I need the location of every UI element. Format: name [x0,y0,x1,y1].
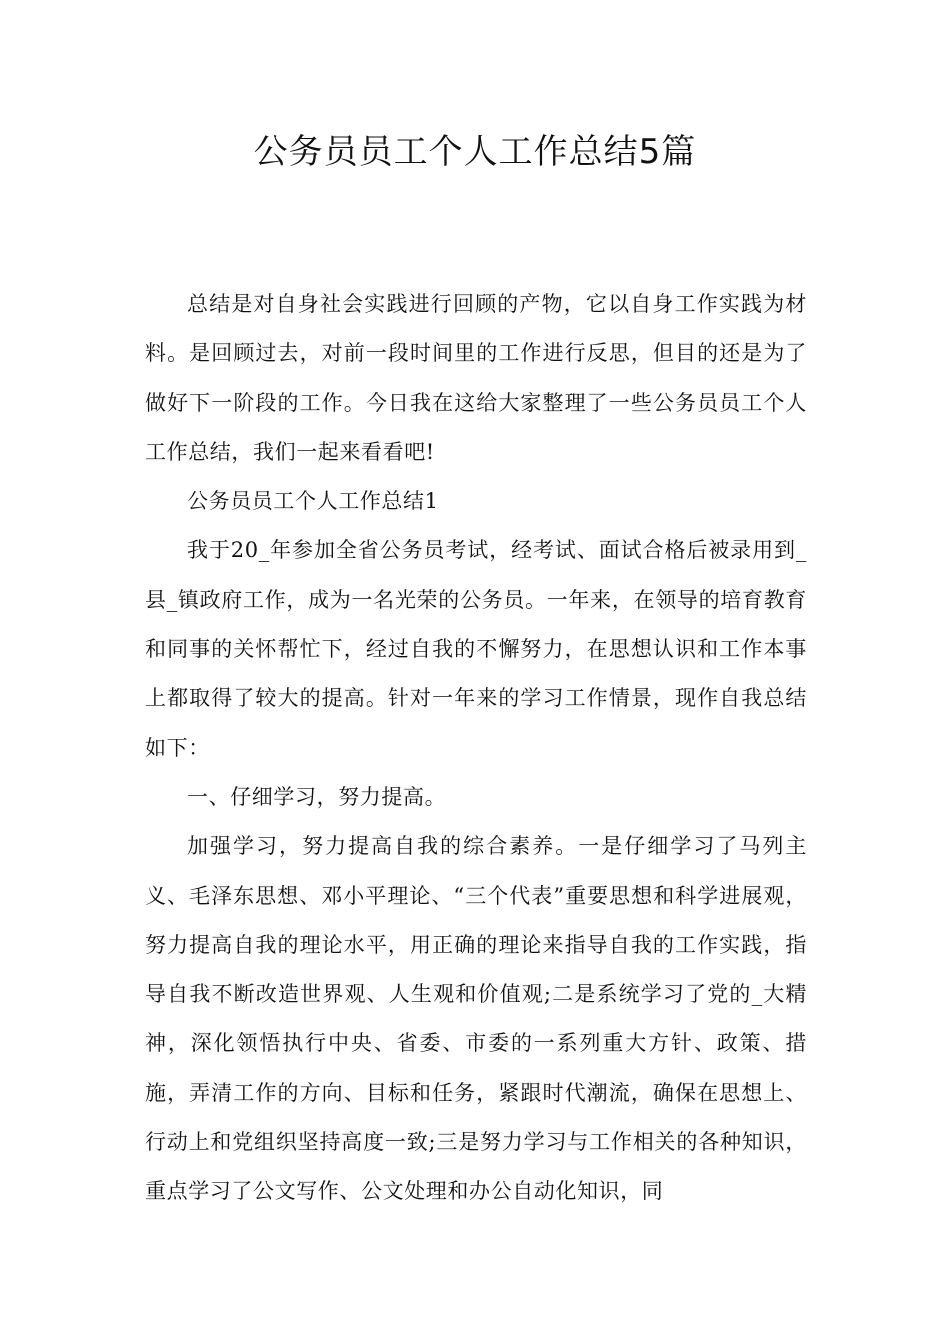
intro-paragraph: 总结是对自身社会实践进行回顾的产物，它以自身工作实践为材料。是回顾过去，对前一段时间里的工作进行反思，但目的还是为了做好下一阶段的工作。今日我在这给大家整理了一些公务员员工个人工作总结，我们一起来看看吧! [145,292,807,464]
section-heading-1: 公务员员工个人工作总结1 [187,489,439,514]
document-body [145,280,807,1217]
subsection-heading: 一、仔细学习，努力提高。 [187,784,447,809]
document-title: 公务员员工个人工作总结5篇 [253,132,697,172]
body-paragraph: 加强学习，努力提高自我的综合素养。一是仔细学习了马列主义、毛泽东思想、邓小平理论、“三个代表”重要思想和科学进展观，努力提高自我的理论水平，用正确的理论来指导自我的工作实践，指导自我不断改造世界观、人生观和价值观;二是系统学习了党的_大精神，深化领悟执行中央、省委、市委的一系列重大方针、政策、措施，弄清工作的方向、目标和任务，紧跟时代潮流，确保在思想上、行动上和党组织坚持高度一致;三是努力学习与工作相关的各种知识，重点学习了公文写作、公文处理和办公自动化知识，同 [145,834,807,1204]
body-paragraph: 我于20_年参加全省公务员考试，经考试、面试合格后被录用到_县_镇政府工作，成为一名光荣的公务员。一年来，在领导的培育教育和同事的关怀帮忙下，经过自我的不懈努力，在思想认识和工作本事上都取得了较大的提高。针对一年来的学习工作情景，现作自我总结如下： [145,538,807,760]
